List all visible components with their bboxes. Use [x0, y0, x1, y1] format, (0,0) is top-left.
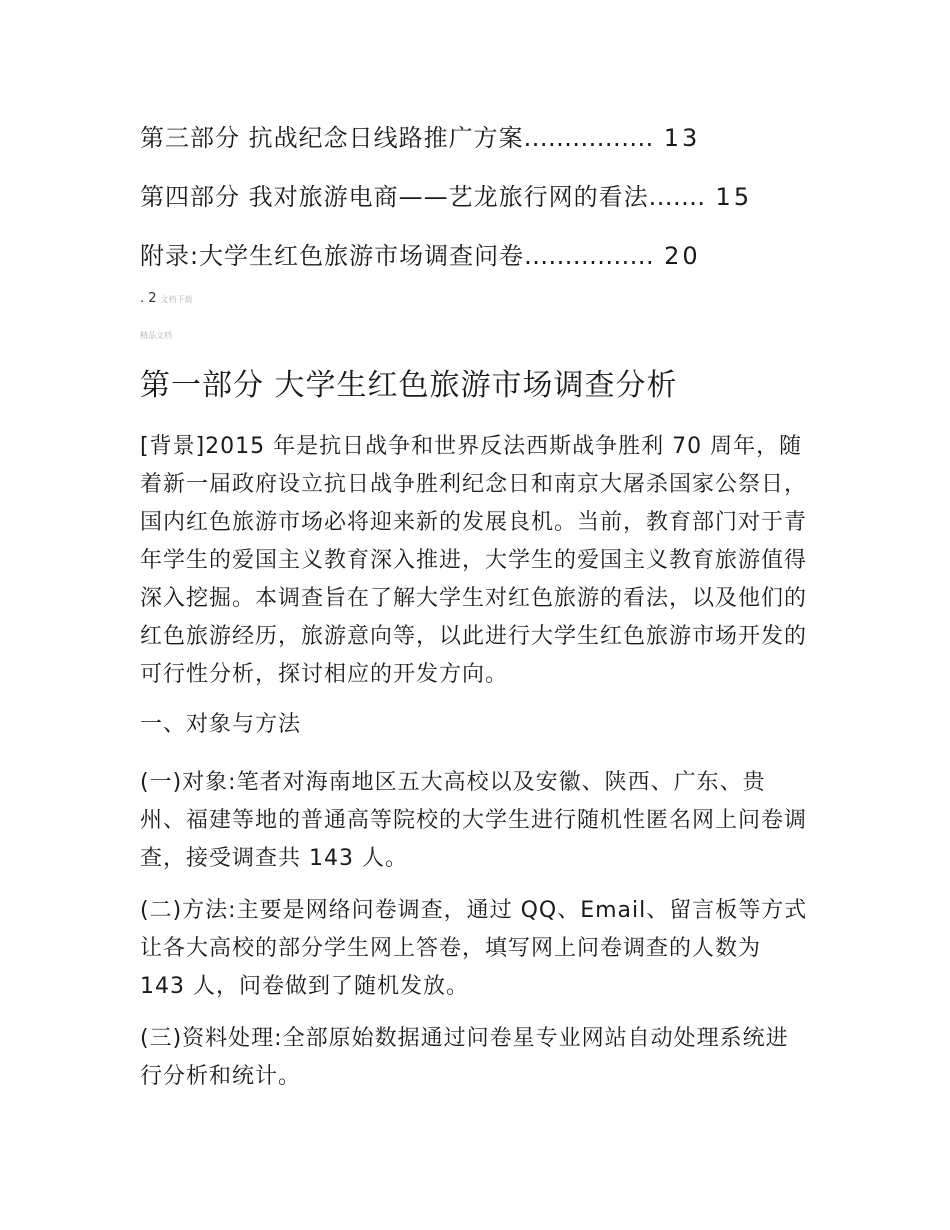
page-number: . 2: [140, 291, 157, 306]
toc-entry-part-3[interactable]: [140, 122, 700, 154]
background-paragraph: [背景]2015 年是抗日战争和世界反法西斯战争胜利 70 周年，随着新一届政府设立抗日战争胜利纪念日和南京大屠杀国家公祭日，国内红色旅游市场必将迎来新的发展良机。当前，教育部门对于青年学生的爱国主义教育深入推进，大学生的爱国主义教育旅游值得深入挖掘。本调查旨在了解大学生对红色旅游的看法，以及他们的红色旅游经历，旅游意向等，以此进行大学生红色旅游市场开发的可行性分析，探讨相应的开发方向。: [140, 434, 808, 687]
toc-entry-page: 15: [715, 183, 753, 211]
header-watermark: 精品文档: [140, 331, 172, 340]
method-item-method: (二)方法:主要是网络问卷调查，通过 QQ、Email、留言板等方式让各大高校的部分学生网上答卷，填写网上问卷调查的人数为 143 人，问卷做到了随机发放。: [140, 898, 808, 999]
toc-entry-page: 20: [664, 242, 701, 270]
section-title: 第一部分 大学生红色旅游市场调查分析: [140, 368, 678, 403]
toc-entry-part-4[interactable]: [140, 181, 752, 213]
subheading: 一、对象与方法: [140, 712, 302, 737]
toc-entry-leader: ................: [524, 242, 655, 270]
method-item-object: (一)对象:笔者对海南地区五大高校以及安徽、陕西、广东、贵州、福建等地的普通高等院校的大学生进行随机性匿名网上问卷调查，接受调查共 143 人。: [140, 770, 808, 871]
footer-watermark: 文档下载: [160, 295, 193, 304]
page-footer: [140, 291, 193, 306]
toc-entry-leader: ................: [523, 124, 654, 152]
toc-entry-appendix[interactable]: [140, 240, 701, 272]
method-item-processing: (三)资料处理:全部原始数据通过问卷星专业网站自动处理系统进行分析和统计。: [140, 1026, 789, 1089]
toc-entry-title: 附录:大学生红色旅游市场调查问卷: [140, 242, 525, 270]
toc-entry-title: 第四部分 我对旅游电商——艺龙旅行网的看法: [140, 183, 649, 211]
toc-entry-title: 第三部分 抗战纪念日线路推广方案: [140, 124, 524, 152]
toc-entry-page: 13: [663, 124, 701, 152]
toc-entry-leader: .......: [648, 183, 706, 211]
